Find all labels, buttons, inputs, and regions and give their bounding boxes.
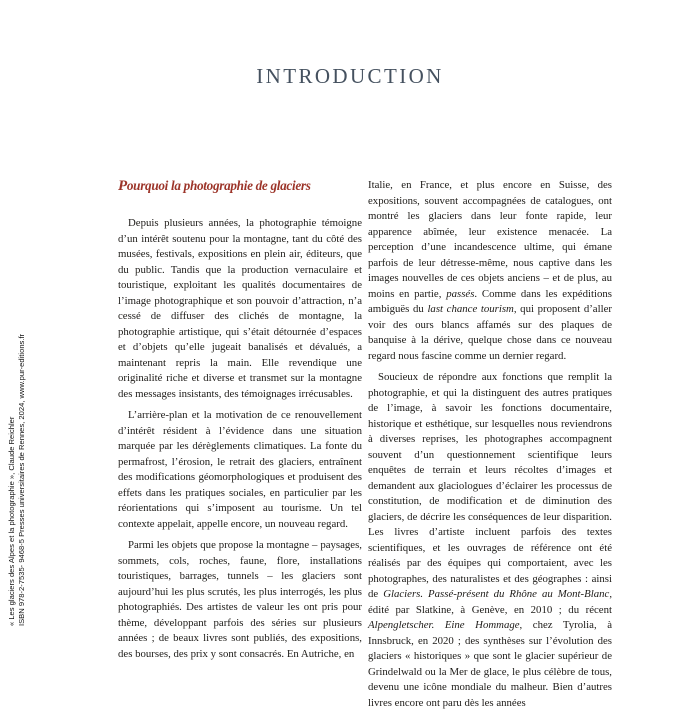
section-heading-initial: P	[118, 178, 127, 194]
italic-text: Alpengletscher. Eine Hommage	[368, 619, 520, 631]
text-run: L’arrière-plan et la motivation de ce renouvellement d’intérêt résident à l’évidence dans une situation marquée par les dérèglements climatiques. La fonte du permafrost, l’érosion, le retrait des glaciers, entraînent des modifications géomorphologiques et produisent des effets dans les pratiques sociales, en particulier par les réorientations qui s’imposent au tourisme. Un tel contexte appelait, appelle encore, un nouveau regard.	[118, 409, 362, 530]
text-run: Italie, en France, et plus encore en Suisse, des expositions, souvent accompagnées de catalogues, ont montré les glaciers dans leur fonte rapide, leur apparence abîmée, leur existence menacée. La perception d’une incandescence ultime, qui émane parfois de leur détresse-même, nous captive dans les images nouvelles de ces objets anciens – et de plus, au moins en partie,	[368, 179, 612, 300]
paragraph	[368, 178, 612, 364]
italic-text: passés	[446, 287, 475, 300]
paragraph	[368, 370, 612, 711]
side-note-line-1: « Les glaciers des Alpes et la photographie », Claude Reichler	[7, 416, 16, 626]
text-run: , qui proposent d’aller voir des ours blancs affamés sur des plaques de banquise à la dérive, quelque chose dans ce nouveau regard nous fascine comme un dernier regard.	[368, 303, 612, 362]
section-heading	[118, 178, 362, 194]
right-paragraphs	[368, 178, 612, 711]
paragraph	[118, 408, 362, 532]
left-column	[118, 178, 362, 668]
text-run: Soucieux de répondre aux fonctions que remplit la photographie, et qui la distinguent des autres pratiques de l’image, à savoir les fonctions documentaire, historique et esthétique, sur lesquelles nous reviendrons à diverses reprises, les photographes accompagnent souvent d’un questionnement scientifique leurs enquêtes de terrain et leurs récoltes d’images et demandent aux glaciologues d’éclairer les processus de constitution, de modification et de diminution des glaciers, de décrire les conséquences de leur disparition. Les livres d’artiste incluent parfois des textes scientifiques, et les ouvrages de référence ont été réalisés par des équipes qui comportaient, avec les photographes, des naturalistes et des géographes : ainsi de	[368, 371, 612, 600]
paragraph	[118, 538, 362, 662]
paragraph	[118, 216, 362, 402]
text-run: , chez Tyrolia, à Innsbruck, en 2020 ; des synthèses sur l’évolution des glaciers « historiques » que sont le glacier supérieur de Grindelwald ou la Mer de glace, le plus célèbre de tous, devenu une icône mondiale du malheur. Bien d’autres livres encore ont paru dès les années	[368, 619, 612, 709]
text-run: , édité par Slatkine, à Genève, en 2010 ; du récent	[368, 588, 613, 616]
text-run: . Comme dans les expéditions ambiguës du	[368, 287, 612, 315]
text-run: Depuis plusieurs années, la photographie témoigne d’un intérêt soutenu pour la montagne, tant du côté des musées, festivals, expositions en plein air, éditeurs, que du public. Tandis que la production vernaculaire et touristique, exploitant les qualités documentaires de l’image photographique et son pouvoir d’attraction, n’a cessé de diffuser des clichés de montagne, la photographie artistique, qui s’était détournée d’espaces et d’objets qu’elle jugeait banalisés et dévalués, a maintenant repris la main. Elle revendique une originalité riche et diverse et transmet sur la montagne des messages insistants, des témoignages irrécusables.	[118, 217, 362, 400]
left-paragraphs	[118, 216, 362, 662]
side-note-line-2: ISBN 978-2-7535- 9468-5 Presses universitaires de Rennes, 2024, www.pur-editions.fr	[16, 333, 26, 626]
italic-text: Glaciers. Passé-présent du Rhône au Mont-Blanc	[383, 588, 610, 600]
page-title: INTRODUCTION	[256, 64, 444, 88]
copyright-side-note	[7, 296, 53, 626]
text-run: Parmi les objets que propose la montagne – paysages, sommets, cols, roches, faune, flore, installations touristiques, barrages, tunnels – les glaciers sont aujourd’hui les plus scrutés, les plus interrogés, les plus photographiés. Des artistes de valeur les ont pris pour thème, développant parfois des séries sur plusieurs années ; de beaux livres sont publiés, des expositions, des bourses, des prix y sont consacrés. En Autriche, en	[118, 539, 362, 660]
section-heading-text: ourquoi la photographie de glaciers	[126, 178, 311, 193]
italic-text: last chance tourism	[427, 303, 514, 315]
right-column	[368, 178, 612, 717]
